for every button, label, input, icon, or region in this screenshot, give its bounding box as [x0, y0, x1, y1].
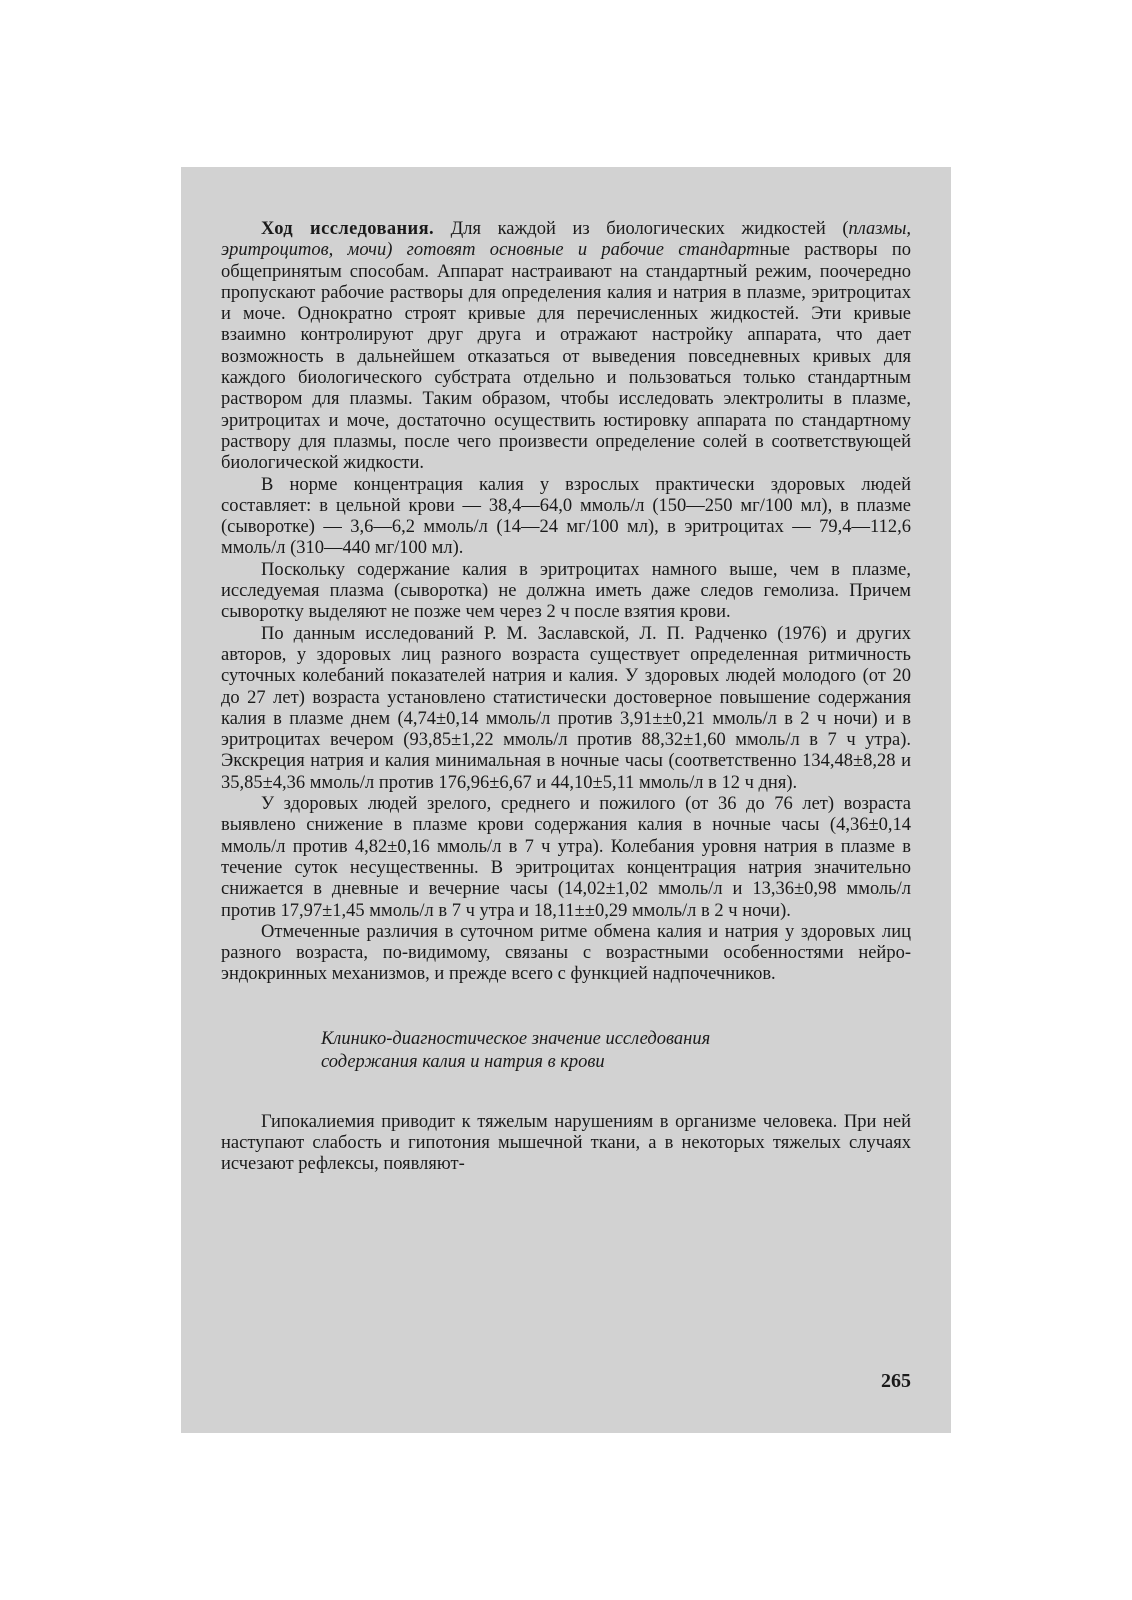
- paragraph-young-rhythm: По данным исследований Р. М. Заславской, Л. П. Радченко (1976) и других авторов, у здоровых лиц разного возраста существует определенная ритмичность суточных колебаний показателей натрия и калия. У здоровых людей молодого (от 20 до 27 лет) возраста установлено статистически достоверное повышение содержания калия в плазме днем (4,74±0,14 ммоль/л против 3,91±±0,21 ммоль/л в 2 ч ночи) и в эритроцитах вечером (93,85±1,22 ммоль/л против 88,32±1,60 ммоль/л в 7 ч утра). Экскреция натрия и калия минимальная в ночные часы (соответственно 134,48±8,28 и 35,85±4,36 ммоль/л против 176,96±6,67 и 44,10±5,11 ммоль/л в 12 ч дня).: [221, 623, 911, 793]
- paragraph-procedure: [221, 219, 911, 475]
- paragraph-hemolysis: Поскольку содержание калия в эритроцитах намного выше, чем в плазме, исследуемая плазма (сыворотка) не должна иметь даже следов гемолиза. Причем сыворотку выделяют не позже чем через 2 ч после взятия крови.: [221, 559, 911, 623]
- paragraph-older-rhythm: У здоровых людей зрелого, среднего и пожилого (от 36 до 76 лет) возраста выявлено снижение в плазме крови содержания калия в ночные часы (4,36±0,14 ммоль/л против 4,82±0,16 ммоль/л в 7 ч утра). Колебания уровня натрия в плазме в течение суток несущественны. В эритроцитах концентрация натрия значительно снижается в дневные и вечерние часы (14,02±1,02 ммоль/л и 13,36±0,98 ммоль/л против 17,97±1,45 ммоль/л в 7 ч утра и 18,11±±0,29 ммоль/л в 2 ч ночи).: [221, 794, 911, 921]
- paragraph-hypokalemia: Гипокалиемия приводит к тяжелым нарушениям в организме человека. При ней наступают слабость и гипотония мышечной ткани, а в некоторых тяжелых случаях исчезают рефлексы, появляют-: [221, 1111, 911, 1175]
- scanned-page: [181, 167, 951, 1433]
- section-heading-line: Клинико-диагностическое значение исследования: [321, 1028, 711, 1049]
- paragraph-text: Для каждой из биологических жидкостей (: [434, 219, 849, 239]
- section-heading: [221, 1028, 911, 1074]
- page-body: [221, 219, 911, 1176]
- paragraph-text: ные растворы по общепринятым способам. Аппарат настраивают на стандартный режим, поочередно пропускают рабочие растворы для определения калия и натрия в плазме, эритроцитах и моче. Однократно строят кривые для перечисленных жидкостей. Эти кривые взаимно контролируют друг друга и отражают настройку аппарата, что дает возможность в дальнейшем отказаться от выведения повседневных кривых для каждого биологического субстрата отдельно и пользоваться только стандартным раствором для плазмы. Таким образом, чтобы исследовать электролиты в плазме, эритроцитах и моче, достаточно осуществить юстировку аппарата по стандартному раствору для плазмы, после чего произвести определение солей в соответствующей биологической жидкости.: [221, 240, 911, 474]
- paragraph-differences: Отмеченные различия в суточном ритме обмена калия и натрия у здоровых лиц разного возраста, по-видимому, связаны с возрастными особенностями нейро-эндокринных механизмов, и прежде всего с функцией надпочечников.: [221, 921, 911, 985]
- paragraph-italic-text: плазмы, эритроцитов, мочи) готовят основные и рабочие стандарт: [221, 219, 911, 261]
- page-number: 265: [881, 1370, 911, 1392]
- paragraph-norm: В норме концентрация калия у взрослых практически здоровых людей составляет: в цельной крови — 38,4—64,0 ммоль/л (150—250 мг/100 мл), в плазме (сыворотке) — 3,6—6,2 ммоль/л (14—24 мг/100 мл), в эритроцитах — 79,4—112,6 ммоль/л (310—440 мг/100 мл).: [221, 474, 911, 559]
- paragraph-lead: Ход исследования.: [261, 219, 435, 239]
- section-heading-line: содержания калия и натрия в крови: [321, 1051, 605, 1072]
